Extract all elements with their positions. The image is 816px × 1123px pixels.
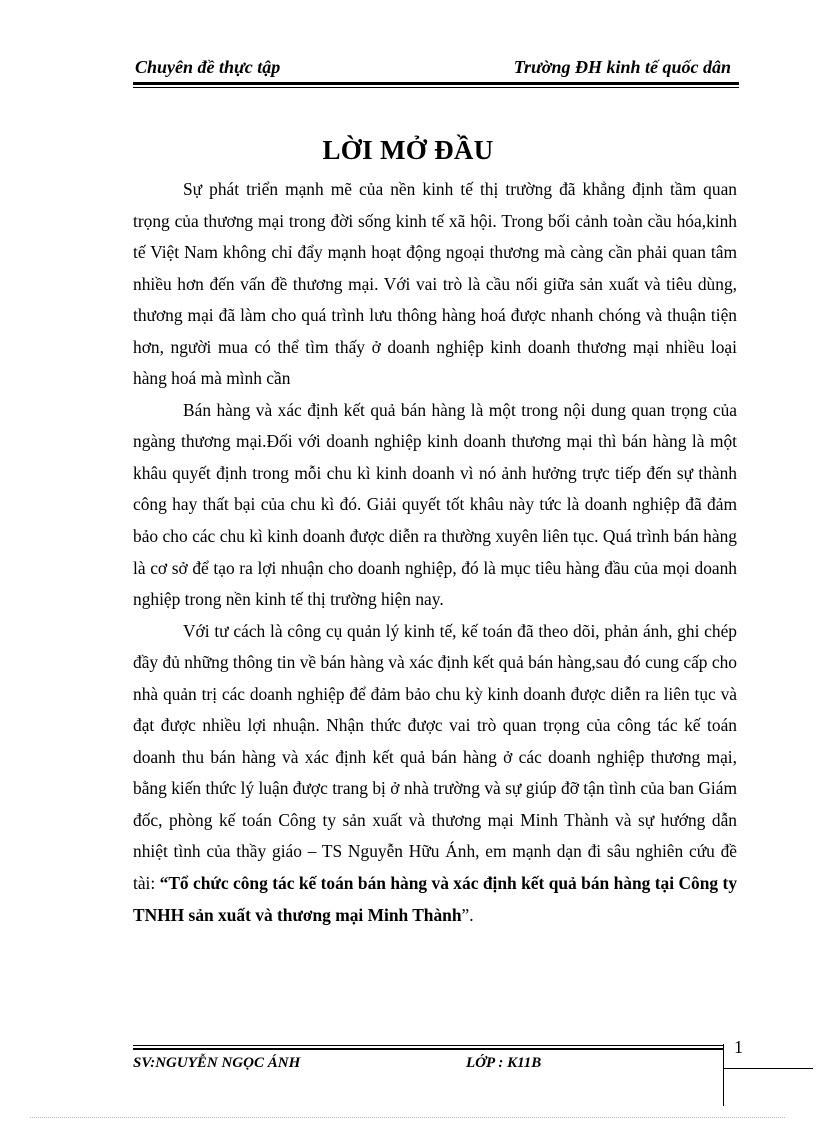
footer-rule-thin [133,1045,723,1046]
footer-student-name: SV:NGUYỄN NGỌC ÁNH [133,1055,301,1071]
document-body [133,174,737,931]
header-rule-thick [133,82,739,85]
paragraph-3 [133,616,737,931]
header-right-text: Trường ĐH kinh tế quốc dân [513,57,731,77]
page-number: 1 [734,1037,743,1057]
header-rule-thin [133,87,739,88]
paragraph-2: Bán hàng và xác định kết quả bán hàng là một trong nội dung quan trọng của ngàng thương mại.Đối với doanh nghiệp kinh doanh thương mại thì bán hàng là một khâu quyết định trong mỗi chu kì kinh doanh vì nó ảnh hưởng trực tiếp đến sự thành công hay thất bại của chu kì đó. Giải quyết tốt khâu này tức là doanh nghiệp đã đảm bảo cho các chu kì kinh doanh được diễn ra thường xuyên liên tục. Quá trình bán hàng là cơ sở để tạo ra lợi nhuận cho doanh nghiệp, đó là mục tiêu hàng đầu của mọi doanh nghiệp trong nền kinh tế thị trường hiện nay. [133,399,737,610]
paragraph-3-text: Với tư cách là công cụ quản lý kinh tế, kế toán đã theo dõi, phản ánh, ghi chép đầy đủ những thông tin về bán hàng và xác định kết quả bán hàng,sau đó cung cấp cho nhà quản trị các doanh nghiệp để đảm bảo chu kỳ kinh doanh được diễn ra liên tục và đạt được nhiều lợi nhuận. Nhận thức được vai trò quan trọng của công tác kế toán doanh thu bán hàng và xác định kết quả bán hàng ở các doanh nghiệp thương mại, bằng kiến thức lý luận được trang bị ở nhà trường và sự giúp đỡ tận tình của ban Giám đốc, phòng kế toán Công ty sản xuất và thương mại Minh Thành và sự hướng dẫn nhiệt tình của thầy giáo – TS Nguyễn Hữu Ánh, em mạnh dạn đi sâu nghiên cứu đề tài: [133,620,737,894]
footer-corner-line [723,1068,813,1069]
page-bottom-dotted-line [30,1117,785,1118]
page-title: LỜI MỞ ĐẦU [322,135,494,165]
thesis-topic: “Tổ chức công tác kế toán bán hàng và xác định kết quả bán hàng tại Công ty TNHH sản xuất và thương mại Minh Thành [133,873,738,925]
page-header [133,57,737,81]
header-left-text: Chuyên đề thực tập [135,57,281,77]
paragraph-1: Sự phát triển mạnh mẽ của nền kinh tế thị trường đã khẳng định tầm quan trọng của thương mại trong đời sống kinh tế xã hội. Trong bối cảnh toàn cầu hóa,kinh tế Việt Nam không chỉ đẩy mạnh hoạt động ngoại thương mà càng cần phải quan tâm nhiều hơn đến vấn đề thương mại. Với vai trò là cầu nối giữa sản xuất và tiêu dùng, thương mại đã làm cho quá trình lưu thông hàng hoá được nhanh chóng và thuận tiện hơn, người mua có thể tìm thấy ở doanh nghiệp kinh doanh thương mại nhiều loại hàng hoá mà mình cần [133,179,737,389]
paragraph-3-end: ”. [461,904,474,925]
footer-class: LỚP : K11B [466,1055,542,1071]
footer-vertical-line [723,1044,724,1106]
footer-rule-thick [133,1048,723,1050]
